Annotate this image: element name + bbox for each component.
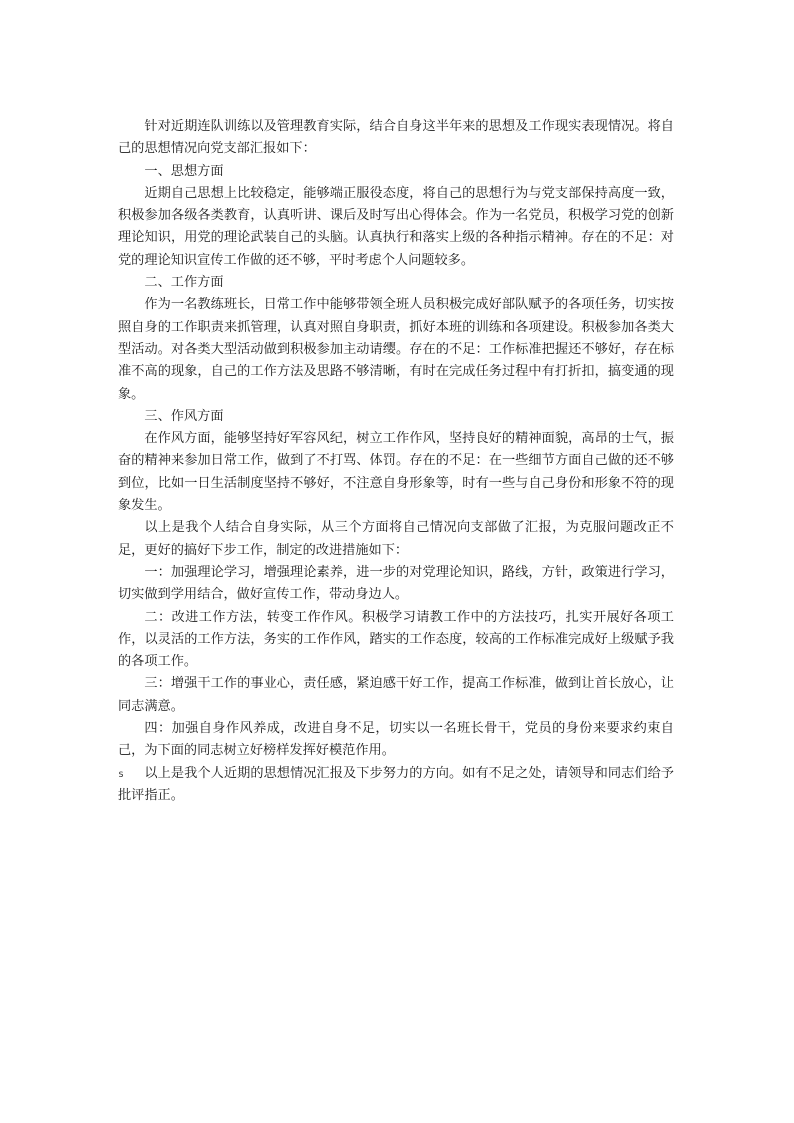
measure-item-4: 四：加强自身作风养成，改进自身不足，切实以一名班长骨干，党员的身份来要求约束自己，为下面的同志树立好榜样发挥好模范作用。 [118, 721, 674, 759]
closing-paragraph: 以上是我个人近期的思想情况汇报及下步努力的方向。如有不足之处，请领导和同志们给予批评指正。 [118, 765, 674, 803]
measure-item-3: 三：增强干工作的事业心，责任感，紧迫感干好工作，提高工作标准，做到让首长放心，让同志满意。 [118, 676, 674, 714]
document-body [118, 116, 674, 807]
section-body-thought: 近期自己思想上比较稳定，能够端正服役态度，将自己的思想行为与党支部保持高度一致，积极参加各级各类教育，认真听讲、课后及时写出心得体会。作为一名党员，积极学习党的创新理论知识，用党的理论武装自己的头脑。认真执行和落实上级的各种指示精神。存在的不足：对党的理论知识宣传工作做的还不够，平时考虑个人问题较多。 [118, 185, 674, 268]
section-body-work: 作为一名教练班长，日常工作中能够带领全班人员积极完成好部队赋予的各项任务，切实按照自身的工作职责来抓管理，认真对照自身职责，抓好本班的训练和各项建设。积极参加各类大型活动。对各类大型活动做到积极参加主动请缨。存在的不足：工作标准把握还不够好，存在标准不高的现象，自己的工作方法及思路不够清晰，有时在完成任务过程中有打折扣，搞变通的现象。 [118, 297, 674, 402]
section-heading-style: 三、作风方面 [144, 408, 224, 424]
measure-item-2: 二：改进工作方法，转变工作作风。积极学习请教工作中的方法技巧，扎实开展好各项工作，以灵活的工作方法，务实的工作作风，踏实的工作态度，较高的工作标准完成好上级赋予我的各项工作。 [118, 609, 674, 670]
section-body-style: 在作风方面，能够坚持好军容风纪，树立工作作风，坚持良好的精神面貌，高昂的士气，振奋的精神来参加日常工作，做到了不打骂、体罚。存在的不足：在一些细节方面自己做的还不够到位，比如一日生活制度坚持不够好，不注意自身形象等，时有一些与自己身份和形象不符的现象发生。 [118, 431, 674, 514]
summary-paragraph: 以上是我个人结合自身实际，从三个方面将自己情况向支部做了汇报，为克服问题改正不足，更好的搞好下步工作，制定的改进措施如下： [118, 520, 674, 558]
footer-mark: s [118, 769, 125, 780]
measure-item-1: 一：加强理论学习，增强理论素养，进一步的对党理论知识，路线，方针，政策进行学习，切实做到学用结合，做好宣传工作，带动身边人。 [118, 564, 674, 603]
intro-paragraph: 针对近期连队训练以及管理教育实际，结合自身这半年来的思想及工作现实表现情况。将自己的思想情况向党支部汇报如下： [118, 119, 674, 157]
section-heading-work: 二、工作方面 [144, 275, 224, 291]
section-heading-thought: 一、思想方面 [144, 163, 224, 179]
